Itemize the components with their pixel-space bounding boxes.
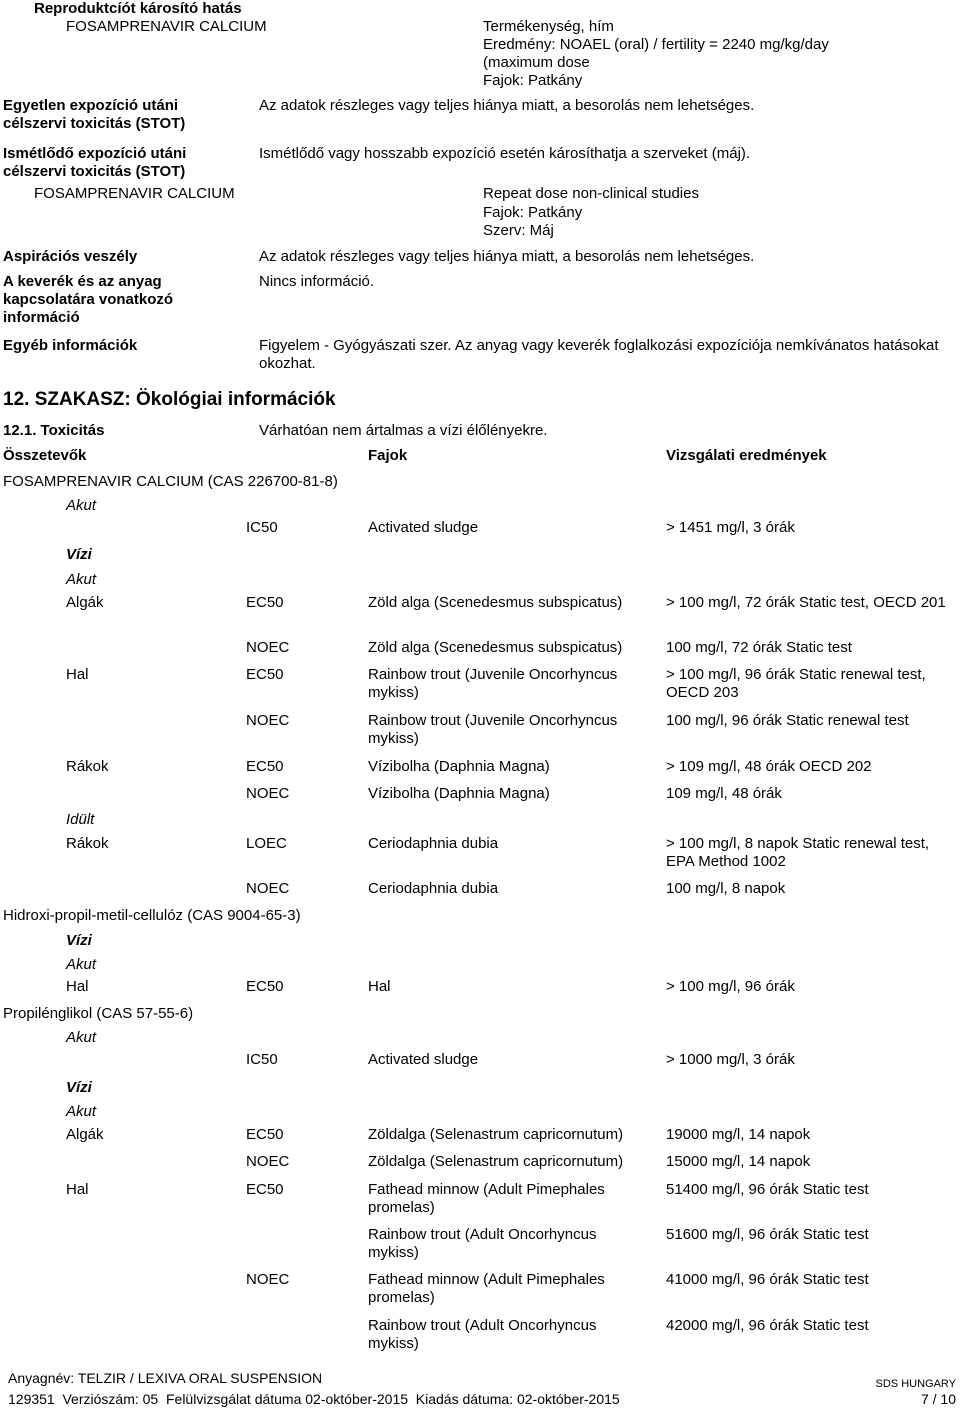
fertility-line-2: Eredmény: NOAEL (oral) / fertility = 2240 mg/kg/day <box>483 36 829 53</box>
result: 15000 mg/l, 14 napok <box>666 1153 811 1170</box>
footer-product: Anyagnév: TELZIR / LEXIVA ORAL SUSPENSION <box>8 1370 323 1386</box>
species: Vízibolha (Daphnia Magna) <box>368 758 550 775</box>
result: 41000 mg/l, 96 órák Static test <box>666 1271 869 1288</box>
section-title: 12. SZAKASZ: Ökológiai információk <box>3 389 336 410</box>
species: Activated sludge <box>368 1051 479 1068</box>
organism-group: Algák <box>66 594 104 611</box>
footer-meta: 129351 Verziószám: 05 Felülvizsgálat dátuma 02-október-2015 Kiadás dátuma: 02-október-2015 <box>8 1391 620 1407</box>
duration-label: Akut <box>66 956 97 973</box>
test-type: IC50 <box>246 1051 278 1068</box>
species: Activated sludge <box>368 519 479 536</box>
aspiration-value: Az adatok részleges vagy teljes hiánya miatt, a besorolás nem lehetséges. <box>259 248 755 265</box>
repeat-line-3: Szerv: Máj <box>483 222 554 239</box>
species: Fathead minnow (Adult Pimephales promelas) <box>368 1271 605 1306</box>
medium-label: Vízi <box>66 546 92 563</box>
medium-label: Vízi <box>66 1079 92 1096</box>
result: 51600 mg/l, 96 órák Static test <box>666 1226 869 1243</box>
test-type: NOEC <box>246 880 290 897</box>
test-type: EC50 <box>246 594 284 611</box>
species: Rainbow trout (Adult Oncorhyncus mykiss) <box>368 1317 597 1352</box>
species: Ceriodaphnia dubia <box>368 835 499 852</box>
species: Rainbow trout (Juvenile Oncorhyncus mykiss) <box>368 666 618 701</box>
result: > 109 mg/l, 48 órák OECD 202 <box>666 758 872 775</box>
test-type: EC50 <box>246 1181 284 1198</box>
species: Rainbow trout (Adult Oncorhyncus mykiss) <box>368 1226 597 1261</box>
duration-label: Akut <box>66 571 97 588</box>
result: 51400 mg/l, 96 órák Static test <box>666 1181 869 1198</box>
organism-group: Rákok <box>66 835 109 852</box>
species: Rainbow trout (Juvenile Oncorhyncus mykiss) <box>368 712 618 747</box>
medium-label: Vízi <box>66 932 92 949</box>
component-name: Propilénglikol (CAS 57-55-6) <box>3 1005 194 1022</box>
result: 109 mg/l, 48 órák <box>666 785 782 802</box>
column-header-species: Fajok <box>368 447 408 464</box>
toxicity-summary: Várhatóan nem ártalmas a vízi élőlényekre. <box>259 422 548 439</box>
species: Zöld alga (Scenedesmus subspicatus) <box>368 639 623 656</box>
test-type: NOEC <box>246 1271 290 1288</box>
result: > 1000 mg/l, 3 órák <box>666 1051 795 1068</box>
stot-single-value: Az adatok részleges vagy teljes hiánya miatt, a besorolás nem lehetséges. <box>259 97 755 114</box>
toxicity-subheading: 12.1. Toxicitás <box>3 422 105 439</box>
result: 100 mg/l, 72 órák Static test <box>666 639 852 656</box>
stot-repeat-value: Ismétlődő vagy hosszabb expozíció esetén károsíthatja a szerveket (máj). <box>259 145 751 162</box>
result: > 100 mg/l, 96 órák Static renewal test, OECD 203 <box>666 666 926 701</box>
footer-sds-label: SDS HUNGARY <box>875 1378 956 1390</box>
repro-substance: FOSAMPRENAVIR CALCIUM <box>66 18 267 35</box>
result: 100 mg/l, 96 órák Static renewal test <box>666 712 909 729</box>
repro-label: Reproduktcíót károsító hatás <box>34 0 242 17</box>
test-type: IC50 <box>246 519 278 536</box>
stot-repeat-label: Ismétlődő expozíció utáni célszervi toxicitás (STOT) <box>3 145 187 180</box>
test-type: EC50 <box>246 978 284 995</box>
stot-single-label: Egyetlen expozíció utáni célszervi toxicitás (STOT) <box>3 97 186 132</box>
test-type: NOEC <box>246 1153 290 1170</box>
mixture-value: Nincs információ. <box>259 273 375 290</box>
result: > 100 mg/l, 96 órák <box>666 978 795 995</box>
duration-label: Akut <box>66 497 97 514</box>
test-type: NOEC <box>246 639 290 656</box>
test-type: EC50 <box>246 666 284 683</box>
page-number: 7 / 10 <box>920 1391 956 1407</box>
aspiration-label: Aspirációs veszély <box>3 248 138 265</box>
test-type: NOEC <box>246 785 290 802</box>
test-type: EC50 <box>246 758 284 775</box>
result: 19000 mg/l, 14 napok <box>666 1126 811 1143</box>
species: Zöld alga (Scenedesmus subspicatus) <box>368 594 623 611</box>
test-type: LOEC <box>246 835 287 852</box>
species: Zöldalga (Selenastrum capricornutum) <box>368 1126 624 1143</box>
test-type: EC50 <box>246 1126 284 1143</box>
column-header-results: Vizsgálati eredmények <box>666 447 827 464</box>
mixture-label: A keverék és az anyag kapcsolatára vonatkozó információ <box>3 273 174 326</box>
duration-label: Akut <box>66 1029 97 1046</box>
result: > 1451 mg/l, 3 órák <box>666 519 795 536</box>
species: Zöldalga (Selenastrum capricornutum) <box>368 1153 624 1170</box>
species: Hal <box>368 978 391 995</box>
fertility-line-1: Termékenység, hím <box>483 18 614 35</box>
organism-group: Algák <box>66 1126 104 1143</box>
organism-group: Rákok <box>66 758 109 775</box>
duration-label: Idült <box>66 811 95 828</box>
species: Ceriodaphnia dubia <box>368 880 499 897</box>
result: > 100 mg/l, 72 órák Static test, OECD 201 <box>666 594 946 611</box>
repeat-line-2: Fajok: Patkány <box>483 204 583 221</box>
duration-label: Akut <box>66 1103 97 1120</box>
stot-repeat-substance: FOSAMPRENAVIR CALCIUM <box>34 185 235 202</box>
component-name: FOSAMPRENAVIR CALCIUM (CAS 226700-81-8) <box>3 473 338 490</box>
organism-group: Hal <box>66 666 89 683</box>
organism-group: Hal <box>66 1181 89 1198</box>
result: 42000 mg/l, 96 órák Static test <box>666 1317 869 1334</box>
species: Fathead minnow (Adult Pimephales promelas) <box>368 1181 605 1216</box>
repeat-line-1: Repeat dose non-clinical studies <box>483 185 699 202</box>
organism-group: Hal <box>66 978 89 995</box>
fertility-line-4: Fajok: Patkány <box>483 72 583 89</box>
column-header-components: Összetevők <box>3 447 87 464</box>
other-info-value: Figyelem - Gyógyászati szer. Az anyag vagy keverék foglalkozási expozíciója nemkívánatos hatásokat okozhat. <box>259 337 939 372</box>
other-info-label: Egyéb információk <box>3 337 138 354</box>
test-type: NOEC <box>246 712 290 729</box>
result: > 100 mg/l, 8 napok Static renewal test, EPA Method 1002 <box>666 835 930 870</box>
species: Vízibolha (Daphnia Magna) <box>368 785 550 802</box>
result: 100 mg/l, 8 napok <box>666 880 786 897</box>
fertility-line-3: (maximum dose <box>483 54 590 71</box>
component-name: Hidroxi-propil-metil-cellulóz (CAS 9004-65-3) <box>3 907 301 924</box>
